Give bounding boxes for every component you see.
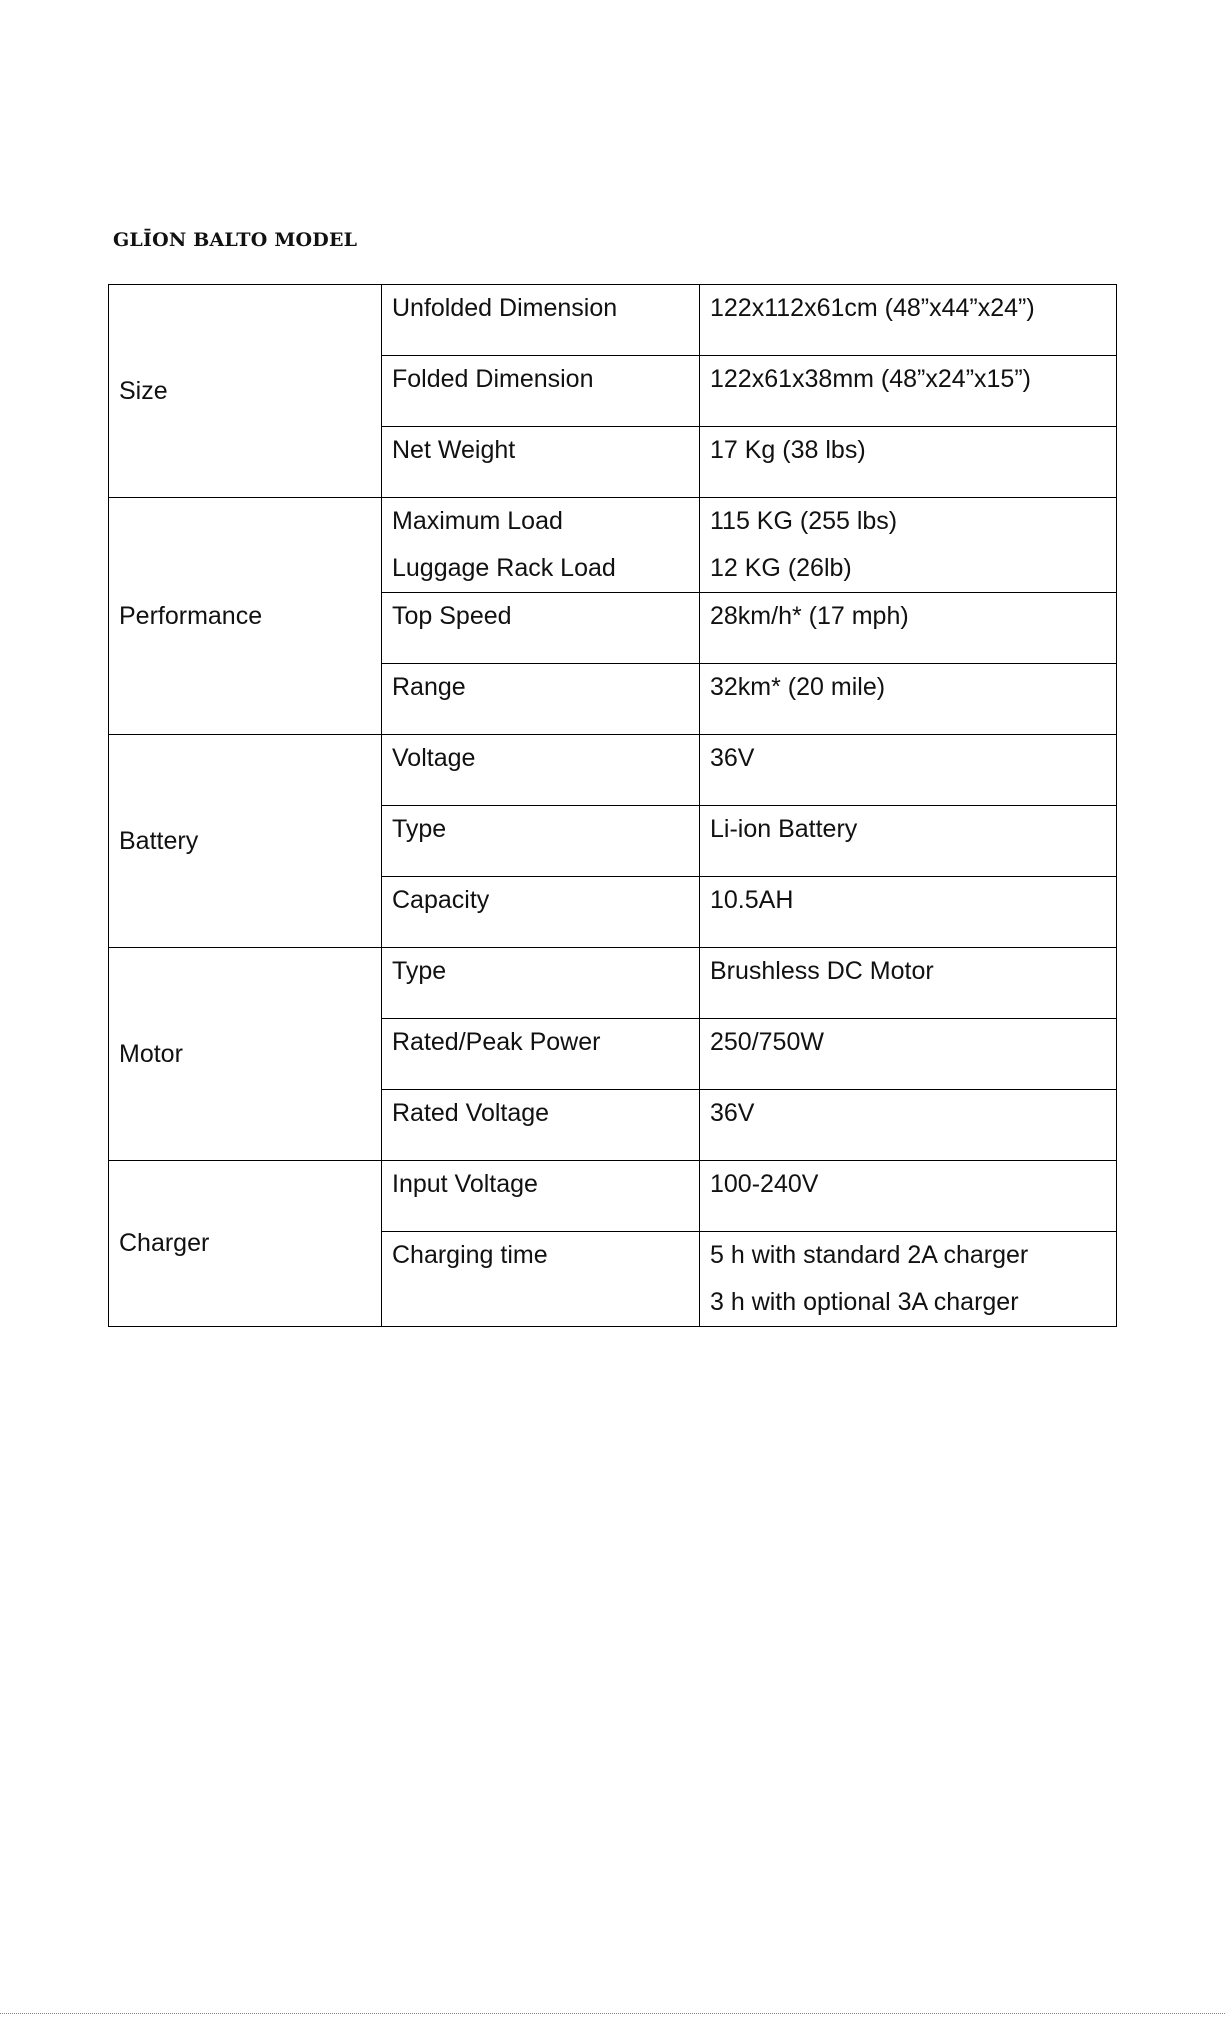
spec-value: 5 h with standard 2A charger [710, 1241, 1029, 1269]
spec-label-cell [382, 1232, 700, 1327]
spec-value: 115 KG (255 lbs) [710, 507, 898, 535]
spec-row [109, 285, 1117, 356]
spec-label-cell [382, 806, 700, 877]
spec-value-cell [700, 877, 1117, 948]
spec-label-cell [382, 593, 700, 664]
spec-label-cell [382, 356, 700, 427]
spec-value-cell [700, 593, 1117, 664]
spec-value-cell [700, 1090, 1117, 1161]
spec-value: 100-240V [710, 1170, 819, 1198]
spec-value-cell [700, 735, 1117, 806]
spec-label: Unfolded Dimension [392, 294, 618, 322]
spec-value: 28km/h* (17 mph) [710, 602, 909, 630]
spec-row [109, 1161, 1117, 1232]
spec-value: 32km* (20 mile) [710, 673, 886, 701]
spec-label: Capacity [392, 886, 490, 914]
spec-row [109, 948, 1117, 1019]
spec-label-cell [382, 498, 700, 593]
spec-label: Net Weight [392, 436, 516, 464]
spec-label: Range [392, 673, 466, 701]
spec-label: Type [392, 957, 447, 985]
document-title: GLĪON BALTO MODEL [113, 229, 358, 251]
spec-label: Rated Voltage [392, 1099, 550, 1127]
spec-label: Luggage Rack Load [392, 554, 616, 582]
spec-label-cell [382, 1019, 700, 1090]
spec-table [108, 284, 1117, 1327]
spec-value: 36V [710, 744, 755, 772]
spec-label-cell [382, 664, 700, 735]
spec-label: Input Voltage [392, 1170, 538, 1198]
spec-value: Brushless DC Motor [710, 957, 934, 985]
spec-value: 250/750W [710, 1028, 824, 1056]
spec-value: 3 h with optional 3A charger [710, 1288, 1019, 1316]
spec-label-cell [382, 1090, 700, 1161]
spec-row [109, 735, 1117, 806]
category-cell: Battery [109, 735, 382, 948]
spec-value: 12 KG (26lb) [710, 554, 852, 582]
spec-label-cell [382, 735, 700, 806]
spec-value-cell [700, 664, 1117, 735]
spec-label: Maximum Load [392, 507, 563, 535]
spec-value-cell [700, 498, 1117, 593]
spec-row [109, 498, 1117, 593]
spec-value-cell [700, 285, 1117, 356]
page-bottom-rule [0, 2013, 1225, 2014]
spec-value-cell [700, 806, 1117, 877]
spec-value: 10.5AH [710, 886, 794, 914]
spec-value: Li-ion Battery [710, 815, 858, 843]
spec-value: 122x112x61cm (48”x44”x24”) [710, 294, 1035, 322]
spec-value: 122x61x38mm (48”x24”x15”) [710, 365, 1031, 393]
spec-label: Type [392, 815, 447, 843]
spec-label: Charging time [392, 1241, 548, 1269]
spec-label: Rated/Peak Power [392, 1028, 601, 1056]
spec-value: 17 Kg (38 lbs) [710, 436, 866, 464]
spec-label: Voltage [392, 744, 476, 772]
spec-label-cell [382, 948, 700, 1019]
category-cell: Charger [109, 1161, 382, 1327]
spec-label-cell [382, 427, 700, 498]
spec-value-cell [700, 1232, 1117, 1327]
spec-label-cell [382, 285, 700, 356]
spec-value-cell [700, 356, 1117, 427]
spec-label: Folded Dimension [392, 365, 594, 393]
spec-value-cell [700, 948, 1117, 1019]
spec-label-cell [382, 1161, 700, 1232]
category-cell: Performance [109, 498, 382, 735]
spec-value-cell [700, 427, 1117, 498]
spec-table-body [109, 285, 1117, 1327]
spec-value-cell [700, 1161, 1117, 1232]
category-cell: Size [109, 285, 382, 498]
category-cell: Motor [109, 948, 382, 1161]
spec-label: Top Speed [392, 602, 512, 630]
spec-value: 36V [710, 1099, 755, 1127]
spec-value-cell [700, 1019, 1117, 1090]
spec-label-cell [382, 877, 700, 948]
